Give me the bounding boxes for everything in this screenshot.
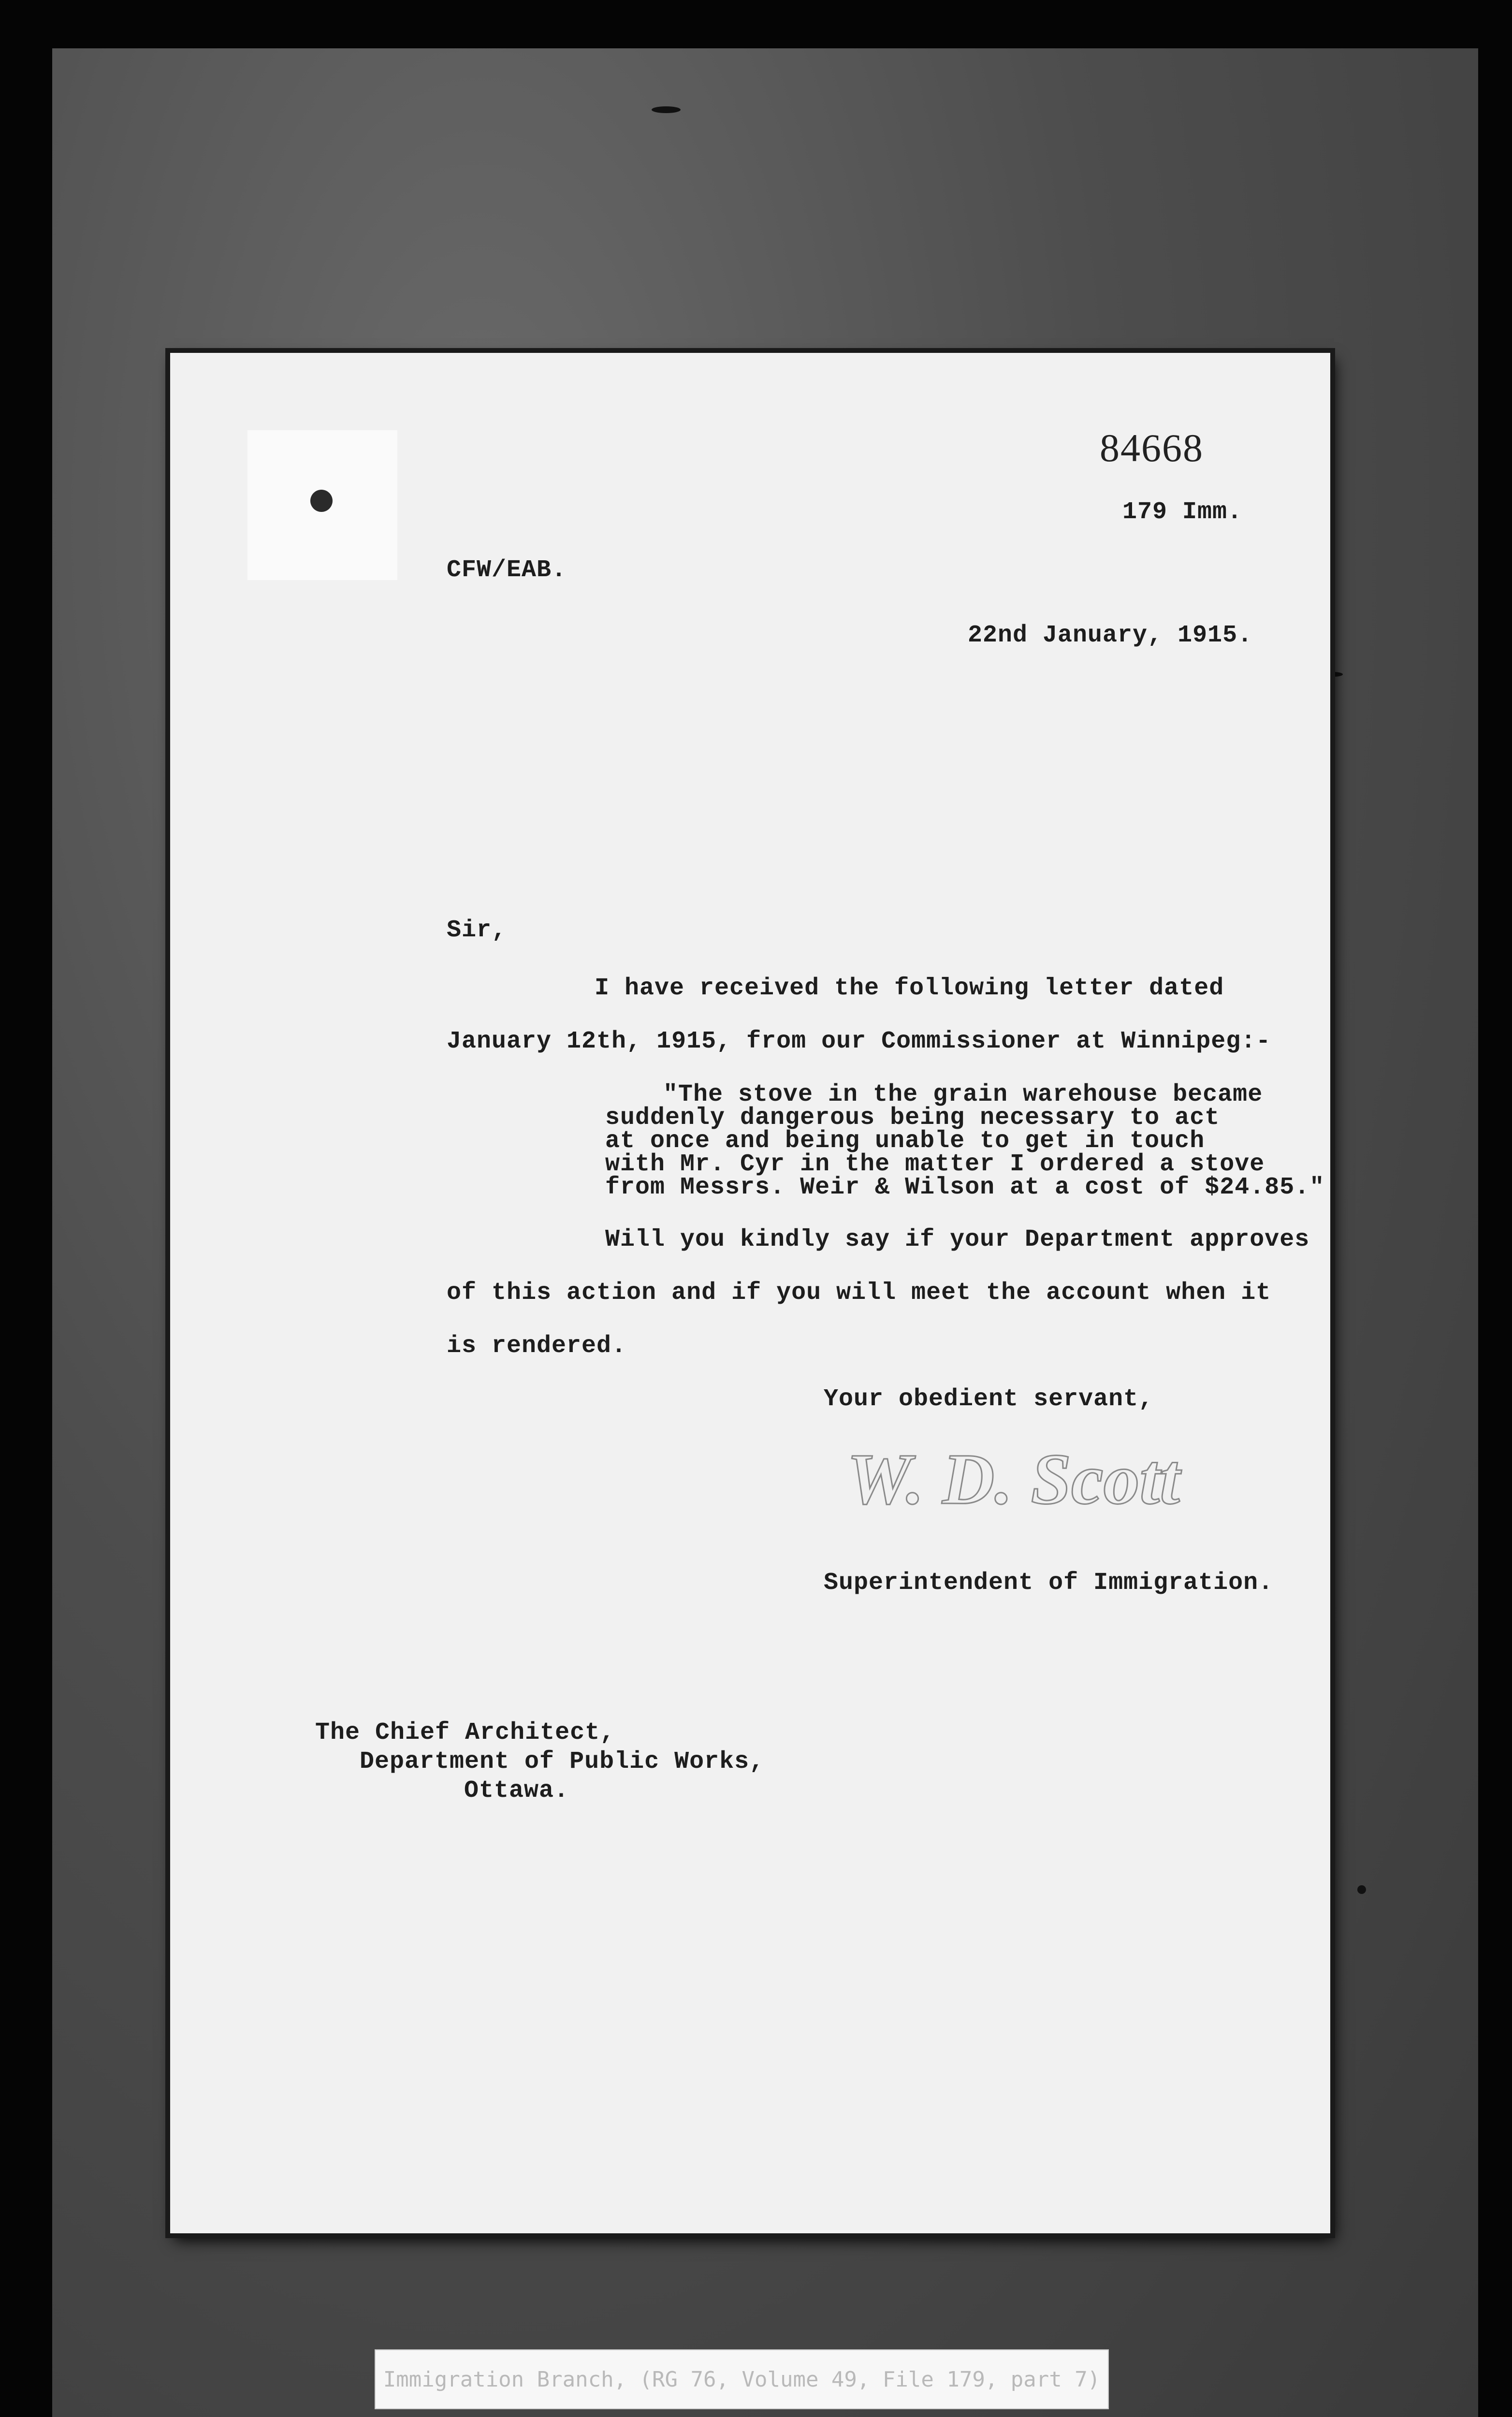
salutation: Sir, <box>447 917 507 944</box>
quote-line: "The stove in the grain warehouse became <box>663 1081 1263 1108</box>
quote-line: from Messrs. Weir & Wilson at a cost of $24.85." <box>605 1174 1325 1201</box>
request-line: Will you kindly say if your Department approves <box>605 1226 1310 1253</box>
punch-hole <box>310 490 333 512</box>
body-line: I have received the following letter dated <box>595 975 1224 1002</box>
typist-initials: CFW/EAB. <box>447 556 567 584</box>
body-line: January 12th, 1915, from our Commissioner at Winnipeg:- <box>447 1028 1271 1055</box>
signature <box>837 1431 1185 1542</box>
signature-title: Superintendent of Immigration. <box>824 1569 1274 1597</box>
document-number: 84668 <box>1100 426 1204 470</box>
closing: Your obedient servant, <box>824 1385 1154 1413</box>
quote-line: at once and being unable to get in touch <box>605 1127 1205 1155</box>
letter-date: 22nd January, 1915. <box>968 622 1253 649</box>
quote-line: suddenly dangerous being necessary to act <box>605 1104 1220 1132</box>
letter-page <box>170 353 1330 2233</box>
addressee-line: The Chief Architect, <box>315 1719 615 1747</box>
quote-line: with Mr. Cyr in the matter I ordered a stove <box>605 1150 1265 1178</box>
addressee-line: Department of Public Works, <box>360 1748 765 1776</box>
file-reference: 179 Imm. <box>1122 498 1243 526</box>
addressee-line: Ottawa. <box>464 1777 569 1805</box>
request-line: is rendered. <box>447 1332 627 1360</box>
request-line: of this action and if you will meet the account when it <box>447 1279 1271 1307</box>
svg-text:W. D. Scott: W. D. Scott <box>847 1439 1180 1519</box>
archive-reference-label: Immigration Branch, (RG 76, Volume 49, File 179, part 7) <box>375 2349 1109 2409</box>
